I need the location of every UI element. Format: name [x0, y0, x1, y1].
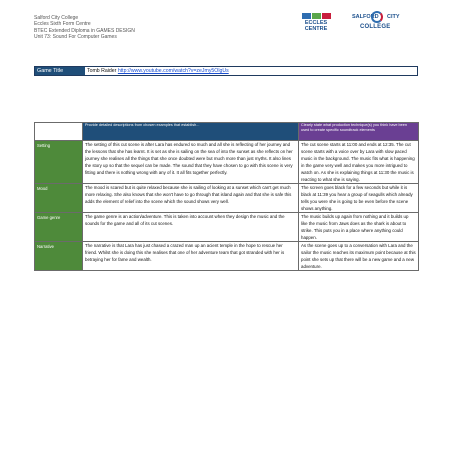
table-row: [35, 141, 419, 184]
row-label-mood: Mood: [35, 184, 83, 213]
row-label-setting: Setting: [35, 141, 83, 184]
header-line: Eccles Sixth Form Centre: [34, 21, 91, 28]
youtube-link[interactable]: http://www.youtube.com/watch?v=zeJmy5OlgUs: [117, 68, 229, 74]
header-line: Salford City College: [34, 15, 79, 21]
table-cell: The screen goes black for a few seconds but while it is black at 11:39 you hear a group of seagulls which already tells you were she is going to be even before the scene shows anything.: [299, 184, 419, 213]
game-title-value: [85, 67, 417, 75]
table-cell: The mood is scared but is quite relaxed because she is sailing of looking at a sunset which can't get much more relaxing. She also knows that she won't have to go through that island again and that she is safe this adds the element of relief into the scene which the sound shows very well.: [83, 184, 299, 213]
table-cell: The game genre is an action/adventure. This is taken into account when they design the music and the sounds for the game and all of its cut scenes.: [83, 213, 299, 242]
game-title-text: Tomb Raider: [87, 68, 118, 74]
table-cell: The cut scene starts at 11:00 and ends at 12:35. The cut scene starts with a voice over by Lara with slow paced music in the background. The music fits what is happening in the game very well and makes you more intrigued to watch on. As she is explaining things at 11:30 the music is reacting to what she is saying.: [299, 141, 419, 184]
header-line: BTEC Extended Diploma in GAMES DESIGN: [34, 27, 135, 34]
table-cell: The narrative is that Lara has just chased a crazed man up an acient temple in the hope to rescue her friend. Whilst she is doing this she realises that one of her adventure team that got stranded with her is betraying her for fame and wealth.: [83, 242, 299, 271]
header-line: Unit 73: Sound For Computer Games: [34, 34, 117, 41]
table-header-descriptions: Provide detailed descriptions from chosen examples that establish...: [83, 123, 299, 141]
eccles-logo-text: ECCLES CENTRE: [304, 20, 328, 32]
eccles-logo-bars: [296, 13, 336, 19]
table-header-empty-cell: [35, 123, 83, 141]
salford-logo-word: SALFORD: [352, 14, 379, 20]
analysis-table: [34, 122, 419, 271]
document-header-lines: [34, 15, 135, 41]
table-header-row: [35, 123, 419, 141]
game-title-row: [34, 66, 418, 76]
game-title-label: Game Title: [35, 67, 85, 75]
eccles-centre-logo: [296, 13, 336, 37]
row-label-narrative: Narrative: [35, 242, 83, 271]
table-row: [35, 184, 419, 213]
city-logo-word: CITY: [387, 14, 400, 20]
table-header-techniques: Clearly state what production technique(s) you think have been used to create specific soundtrack elements: [299, 123, 419, 141]
table-cell: The setting of this cut scene is after Lara has endured so much and all she is reflecting of her journey and the lessons that she has learnt. It is set as she is sailing on the sea of into the sunset as she reflects on her journey she realises all the things that she once doubted were but much more than just myths. It also lines the story up so that the sequel can be made. The sound that they have chosen to go with this scene is very fitting and there is nothing wrong with any of it. It all fits together perfectly.: [83, 141, 299, 184]
table-row: [35, 242, 419, 271]
table-row: [35, 213, 419, 242]
table-cell: As the scene goes up to a conversation with Lara and the sailor the music reaches its maximum point because at this point she sets up that there will be a new game and a new adventure.: [299, 242, 419, 271]
salford-city-college-logo: [352, 11, 414, 39]
table-cell: The music builds up again from nothing and it builds up like the music from Jaws does as the shark is about to strike. This puts you in a place where anything could happen.: [299, 213, 419, 242]
college-logo-word: COLLEGE: [360, 24, 391, 30]
salford-logo-circle-icon: [371, 11, 383, 23]
row-label-game-genre: Game genre: [35, 213, 83, 242]
